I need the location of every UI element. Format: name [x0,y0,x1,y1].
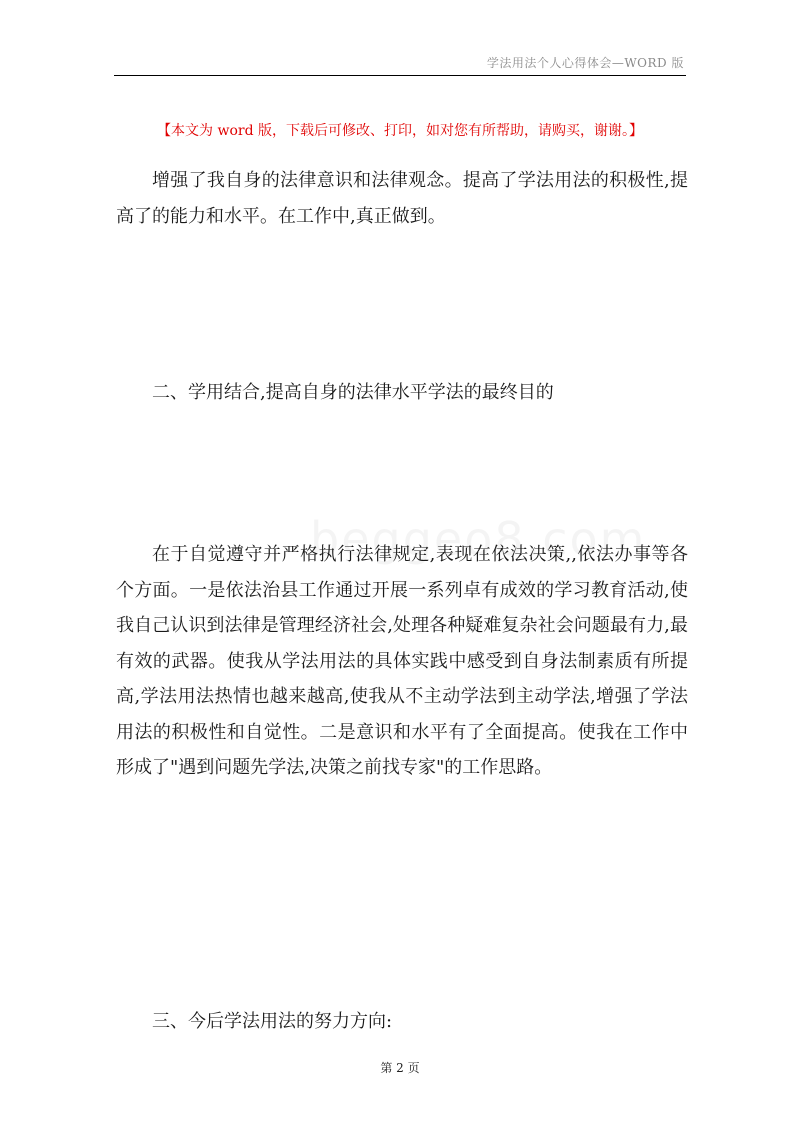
section-heading-3: 三、今后学法用法的努力方向: [152,1011,393,1032]
header-divider [114,75,686,76]
purchase-notice: 【本文为 word 版，下载后可修改、打印，如对您有所帮助，请购买，谢谢。】 [157,123,643,139]
body-paragraph-1: 增强了我自身的法律意识和法律观念。提高了学法用法的积极性,提高了的能力和水平。在工作中,真正做到。 [116,170,688,227]
body-paragraph-2: 在于自觉遵守并严格执行法律规定,表现在依法决策,,依法办事等各个方面。一是依法治县工作通过开展一系列卓有成效的学习教育活动,使我自己认识到法律是管理经济社会,处理各种疑难复杂社会问题最有力,最有效的武器。使我从学法用法的具体实践中感受到自身法制素质有所提高,学法用法热情也越来越高,使我从不主动学法到主动学法,增强了学法用法的积极性和自觉性。二是意识和水平有了全面提高。使我在工作中形成了"遇到问题先学法,决策之前找专家"的工作思路。 [116,544,688,778]
document-header-title: 学法用法个人心得体会—WORD 版 [486,56,684,70]
page-number: 第 2 页 [380,1061,420,1075]
section-heading-2: 二、学用结合,提高自身的法律水平学法的最终目的 [152,382,554,403]
